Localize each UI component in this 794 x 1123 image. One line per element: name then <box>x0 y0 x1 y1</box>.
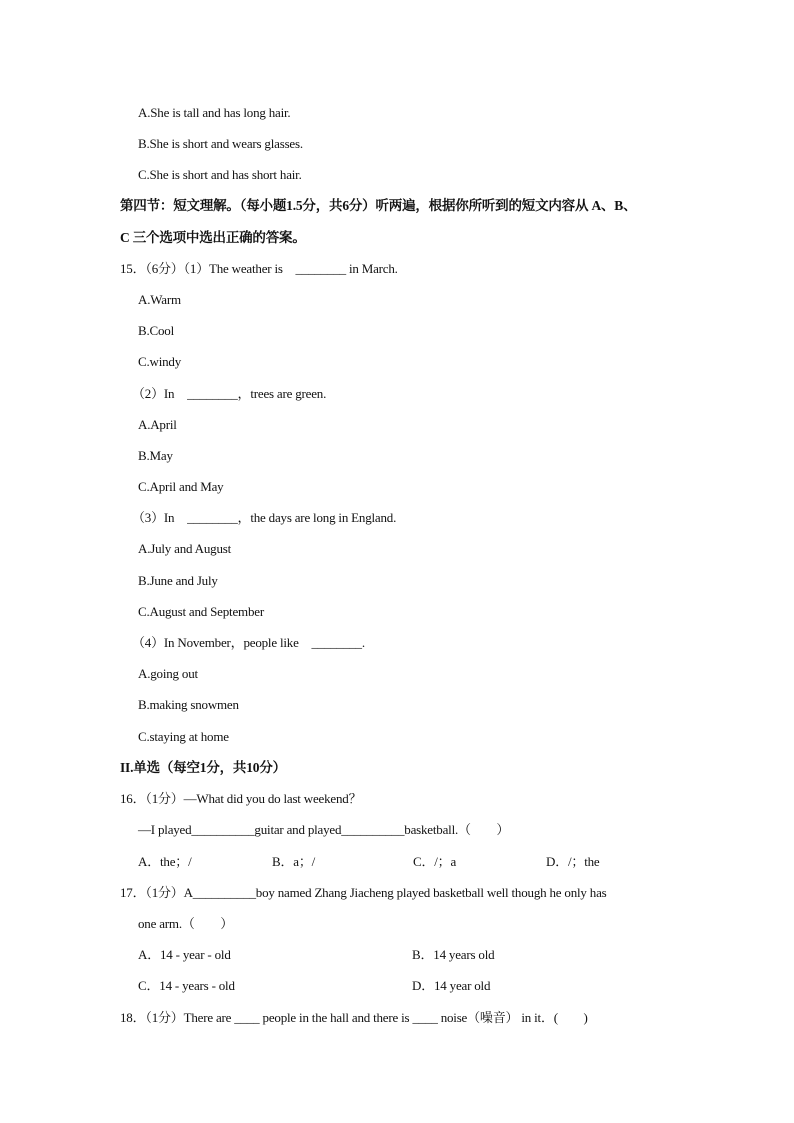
q15-3-option-b: B.June and July <box>138 573 218 588</box>
q16-option-d: D．/；the <box>546 854 600 869</box>
q14-option-b: B.She is short and wears glasses. <box>138 136 303 151</box>
q17-option-b: B．14 years old <box>412 947 495 962</box>
q16-stem: 16．（1分）—What did you do last weekend？ <box>120 791 362 806</box>
q15-4-option-b: B.making snowmen <box>138 697 239 712</box>
q15-3-option-c: C.August and September <box>138 604 264 619</box>
q15-2-option-b: B.May <box>138 448 173 463</box>
q17-option-c: C．14 - years - old <box>138 978 235 993</box>
section2-heading: II.单选（每空1分，共10分） <box>120 760 286 775</box>
q15-1-option-b: B.Cool <box>138 323 175 338</box>
q18-stem: 18．（1分）There are ____ people in the hall and there is ____ noise（噪音） in it．( ) <box>120 1010 588 1025</box>
q15-1-option-c: C.windy <box>138 354 182 369</box>
q17-option-a: A．14 - year - old <box>138 947 231 962</box>
q16-option-c: C．/；a <box>413 854 457 869</box>
q15-sub4: （4）In November，people like ________. <box>132 635 365 650</box>
q15-stem: 15．（6分）（1）The weather is ________ in March. <box>120 261 398 276</box>
q14-option-a: A.She is tall and has long hair. <box>138 105 291 120</box>
q17-stem: 17．（1分）A__________boy named Zhang Jiacheng played basketball well though he only has <box>120 885 607 900</box>
q17-line2: one arm.（ ） <box>138 916 234 931</box>
q15-2-option-a: A.April <box>138 417 177 432</box>
q15-sub3: （3）In ________，the days are long in England. <box>132 510 397 525</box>
q15-4-option-c: C.staying at home <box>138 729 229 744</box>
q15-2-option-c: C.April and May <box>138 479 224 494</box>
q14-option-c: C.She is short and has short hair. <box>138 167 302 182</box>
q17-option-d: D．14 year old <box>412 978 491 993</box>
section4-heading-line2: C 三个选项中选出正确的答案。 <box>120 230 306 245</box>
q15-3-option-a: A.July and August <box>138 541 232 556</box>
q15-4-option-a: A.going out <box>138 666 198 681</box>
q16-option-a: A．the；/ <box>138 854 192 869</box>
q16-line2: —I played__________guitar and played__________basketball.（ ） <box>138 822 510 837</box>
q15-1-option-a: A.Warm <box>138 292 181 307</box>
q15-sub2: （2）In ________，trees are green. <box>132 386 327 401</box>
q16-option-b: B．a；/ <box>272 854 316 869</box>
section4-heading-line1: 第四节：短文理解。（每小题1.5分，共6分）听两遍，根据你所听到的短文内容从 A、B、 <box>120 198 637 213</box>
